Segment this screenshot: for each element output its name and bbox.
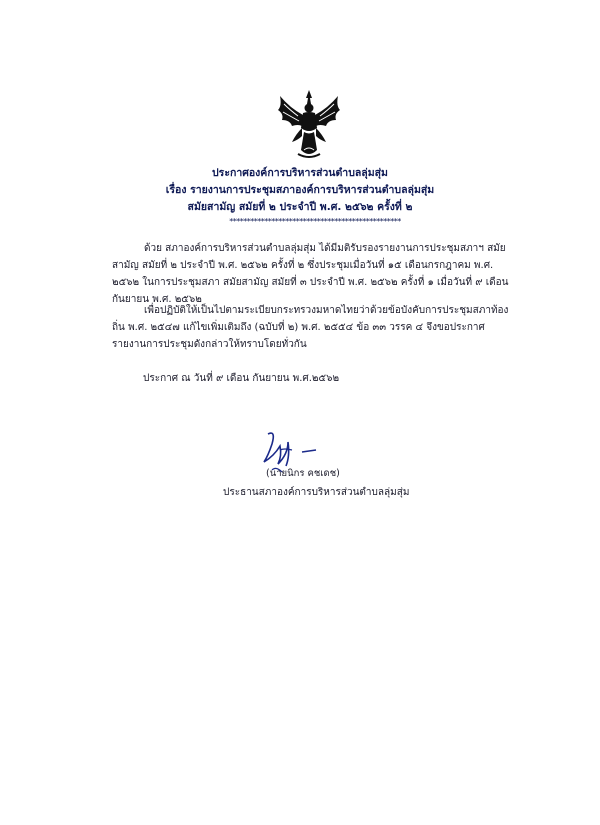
declaration-date: ประกาศ ณ วันที่ ๙ เดือน กันยายน พ.ศ.๒๕๖๒ xyxy=(143,373,340,384)
body-paragraph-2: เพื่อปฏิบัติให้เป็นไปตามระเบียบกระทรวงมหาดไทยว่าด้วยข้อบังคับการประชุมสภาท้องถิ่น พ.ศ. ๒๕๔๗ แก้ไขเพิ่มเติมถึง (ฉบับที่ ๒) พ.ศ. ๒๕๕๔ ข้อ ๓๓ วรรค ๔ จึงขอประกาศรายงานการประชุมดังกล่าวให้ทราบโดยทั่วกัน xyxy=(112,305,509,350)
signer-name: (นายนิกร คชเดช) xyxy=(266,468,340,479)
body-paragraph-1: ด้วย สภาองค์การบริหารส่วนตำบลลุ่มสุ่ม ได้มีมติรับรองรายงานการประชุมสภาฯ สมัยสามัญ สมัยที่ ๒ ประจำปี พ.ศ. ๒๕๖๒ ครั้งที่ ๒ ซึ่งประชุมเมื่อวันที่ ๑๕ เดือนกรกฎาคม พ.ศ. ๒๕๖๒ ในการประชุมสภา สมัยสามัญ สมัยที่ ๓ ประจำปี พ.ศ. ๒๕๖๒ ครั้งที่ ๑ เมื่อวันที่ ๙ เดือนกันยายน พ.ศ. ๒๕๖๒ xyxy=(112,243,509,305)
header-separator: ************************************************* xyxy=(229,217,401,226)
announcement-subject: เรื่อง รายงานการประชุมสภาองค์การบริหารส่วนตำบลลุ่มสุ่ม xyxy=(165,184,435,196)
signer-position: ประธานสภาองค์การบริหารส่วนตำบลลุ่มสุ่ม xyxy=(223,487,410,498)
announcement-title: ประกาศองค์การบริหารส่วนตำบลลุ่มสุ่ม xyxy=(212,167,388,179)
garuda-emblem-icon xyxy=(274,88,344,160)
announcement-session: สมัยสามัญ สมัยที่ ๒ ประจำปี พ.ศ. ๒๕๖๒ ครั้งที่ ๒ xyxy=(187,201,413,213)
